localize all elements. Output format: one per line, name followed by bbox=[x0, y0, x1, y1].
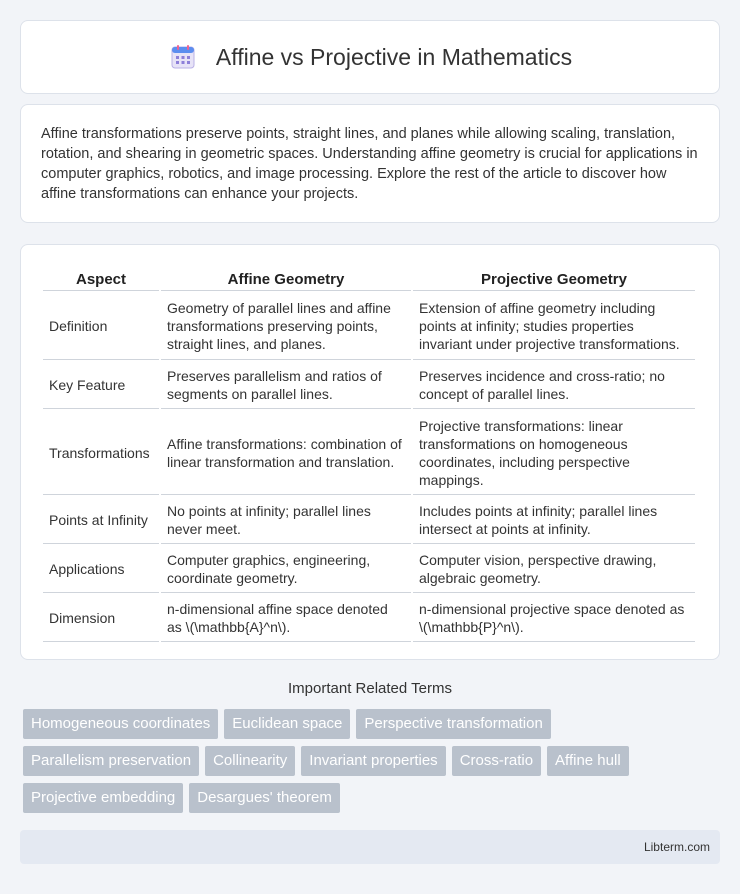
term-tag[interactable]: Homogeneous coordinates bbox=[23, 709, 218, 739]
projective-cell: Projective transformations: linear transformations on homogeneous coordinates, including perspective mappings. bbox=[413, 411, 695, 495]
page-header bbox=[20, 20, 720, 94]
column-header-aspect: Aspect bbox=[43, 267, 159, 291]
projective-cell: Preserves incidence and cross-ratio; no concept of parallel lines. bbox=[413, 362, 695, 409]
projective-cell: Computer vision, perspective drawing, algebraic geometry. bbox=[413, 546, 695, 593]
aspect-cell: Key Feature bbox=[43, 362, 159, 409]
table-row bbox=[43, 362, 695, 409]
calendar-icon bbox=[168, 42, 198, 72]
term-tag[interactable]: Cross-ratio bbox=[452, 746, 541, 776]
table-row bbox=[43, 411, 695, 495]
page-title: Affine vs Projective in Mathematics bbox=[215, 43, 573, 70]
term-tag[interactable]: Euclidean space bbox=[224, 709, 350, 739]
projective-cell: n-dimensional projective space denoted as \(\mathbb{P}^n\). bbox=[413, 595, 695, 642]
column-header-projective: Projective Geometry bbox=[413, 267, 695, 291]
projective-cell: Extension of affine geometry including points at infinity; studies properties invariant under projective transformations. bbox=[413, 293, 695, 360]
related-terms-section bbox=[20, 680, 720, 813]
table-row bbox=[43, 595, 695, 642]
footer-site-link[interactable]: Libterm.com bbox=[643, 840, 710, 854]
affine-cell: Preserves parallelism and ratios of segments on parallel lines. bbox=[161, 362, 411, 409]
affine-cell: Computer graphics, engineering, coordinate geometry. bbox=[161, 546, 411, 593]
table-row bbox=[43, 293, 695, 360]
aspect-cell: Transformations bbox=[43, 411, 159, 495]
comparison-card bbox=[20, 244, 720, 660]
intro-card bbox=[20, 104, 720, 223]
table-row bbox=[43, 497, 695, 544]
term-tag[interactable]: Affine hull bbox=[547, 746, 629, 776]
term-tag[interactable]: Parallelism preservation bbox=[23, 746, 199, 776]
column-header-affine: Affine Geometry bbox=[161, 267, 411, 291]
related-terms-title: Important Related Terms bbox=[288, 680, 452, 697]
term-tag[interactable]: Desargues' theorem bbox=[189, 783, 340, 813]
intro-text: Affine transformations preserve points, straight lines, and planes while allowing scaling, translation, rotation, and shearing in geometric spaces. Understanding affine geometry is crucial for applications in computer graphics, robotics, and image processing. Explore the rest of the article to discover how affine transformations can enhance your projects. bbox=[41, 126, 698, 202]
affine-cell: Geometry of parallel lines and affine transformations preserving points, straight lines, and planes. bbox=[161, 293, 411, 360]
projective-cell: Includes points at infinity; parallel lines intersect at points at infinity. bbox=[413, 497, 695, 544]
aspect-cell: Definition bbox=[43, 293, 159, 360]
table-row bbox=[43, 546, 695, 593]
aspect-cell: Dimension bbox=[43, 595, 159, 642]
affine-cell: Affine transformations: combination of linear transformation and translation. bbox=[161, 411, 411, 495]
page-footer bbox=[20, 830, 720, 864]
term-tag[interactable]: Invariant properties bbox=[301, 746, 445, 776]
related-terms-list bbox=[20, 709, 720, 813]
term-tag[interactable]: Collinearity bbox=[205, 746, 295, 776]
comparison-table bbox=[41, 265, 697, 644]
affine-cell: No points at infinity; parallel lines never meet. bbox=[161, 497, 411, 544]
affine-cell: n-dimensional affine space denoted as \(\mathbb{A}^n\). bbox=[161, 595, 411, 642]
term-tag[interactable]: Perspective transformation bbox=[356, 709, 550, 739]
table-header-row bbox=[43, 267, 695, 291]
aspect-cell: Points at Infinity bbox=[43, 497, 159, 544]
aspect-cell: Applications bbox=[43, 546, 159, 593]
term-tag[interactable]: Projective embedding bbox=[23, 783, 183, 813]
